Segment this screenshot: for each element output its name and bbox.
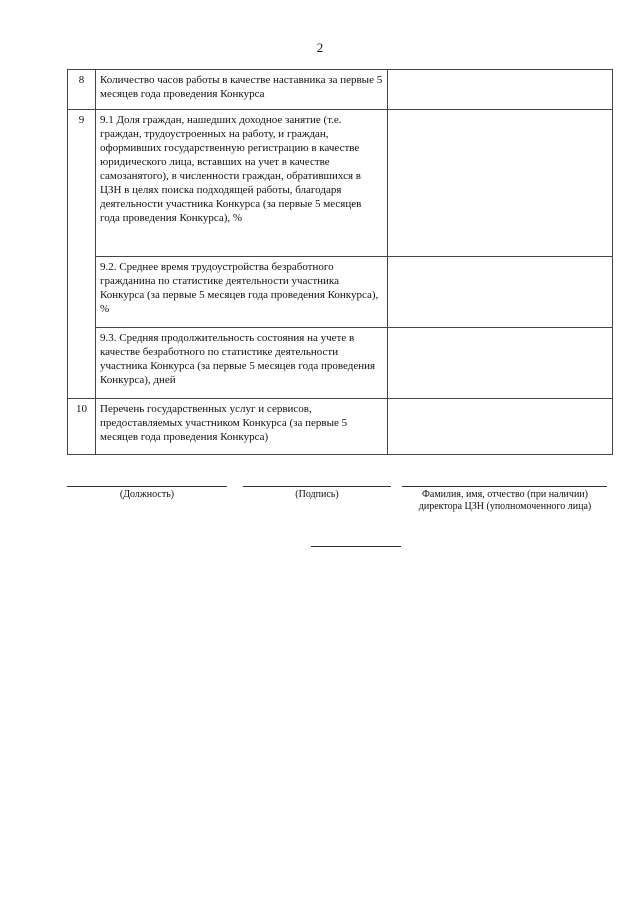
row-number-cell: 8	[68, 70, 96, 110]
indicator-description: 9.2. Среднее время трудоустройства безработного гражданина по статистике деятельности участника Конкурса (за первые 5 месяцев года проведения Конкурса), %	[96, 257, 388, 328]
table-row	[68, 257, 613, 328]
indicator-description: 9.1 Доля граждан, нашедших доходное занятие (т.е. граждан, трудоустроенных на работу, и граждан, оформивших государственную регистрацию в качестве юридического лица, вставших на учет в качестве самозанятого), в численности граждан, обратившихся в ЦЗН в целях поиска подходящей работы, благодаря деятельности участника Конкурса (за первые 5 месяцев года проведения Конкурса), %	[96, 110, 388, 257]
page-number: 2	[316, 40, 324, 55]
indicator-value-cell	[388, 257, 613, 328]
name-line	[402, 486, 607, 487]
name-caption-line1: Фамилия, имя, отчество (при наличии)	[422, 489, 588, 500]
signature-caption: (Подпись)	[295, 489, 339, 500]
indicator-description: 9.3. Средняя продолжительность состояния на учете в качестве безработного по статистике деятельности участника Конкурса (за первые 5 месяцев года проведения Конкурса), дней	[96, 328, 388, 399]
signature-block	[0, 486, 640, 526]
indicator-value-cell	[388, 328, 613, 399]
row-number-cell: 9	[68, 110, 96, 399]
position-line	[67, 486, 227, 487]
name-caption-line2: директора ЦЗН (уполномоченного лица)	[418, 501, 592, 512]
name-caption	[400, 489, 610, 513]
table-row	[68, 70, 613, 110]
position-caption: (Должность)	[119, 489, 175, 500]
indicators-table	[67, 69, 613, 455]
signature-line	[243, 486, 391, 487]
indicator-value-cell	[388, 110, 613, 257]
indicator-description: Перечень государственных услуг и сервисов, предоставляемых участником Конкурса (за первые 5 месяцев года проведения Конкурса)	[96, 399, 388, 455]
table-row	[68, 110, 613, 257]
closing-rule	[311, 546, 401, 547]
row-number-cell: 10	[68, 399, 96, 455]
table-row	[68, 328, 613, 399]
indicator-value-cell	[388, 70, 613, 110]
indicator-description: Количество часов работы в качестве наставника за первые 5 месяцев года проведения Конкурса	[96, 70, 388, 110]
indicator-value-cell	[388, 399, 613, 455]
table-row	[68, 399, 613, 455]
